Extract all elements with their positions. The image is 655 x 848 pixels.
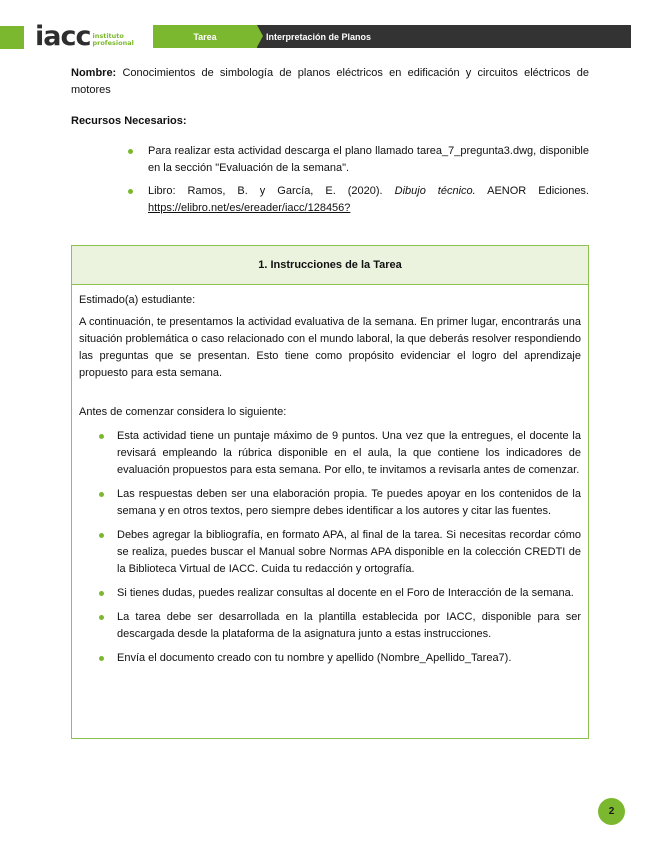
- list-item: [99, 428, 581, 479]
- resources-list: [128, 143, 589, 223]
- resource-item: [128, 183, 589, 217]
- bullet-icon: [128, 149, 133, 154]
- instructions-heading: 1. Instrucciones de la Tarea: [72, 246, 588, 285]
- header-title: Interpretación de Planos: [266, 31, 372, 42]
- nombre-label: Nombre:: [71, 67, 117, 79]
- list-item-text: Debes agregar la bibliografía, en formato APA, al final de la tarea. Si necesitas recordar cómo se realiza, puedes buscar el Manual sobre Normas APA disponible en la colección CREDTI de la Biblioteca Virtual de IACC. Cuida tu redacción y ortografía.: [117, 529, 581, 575]
- list-item: [99, 486, 581, 520]
- instructions-box: [71, 245, 589, 739]
- instructions-list: [79, 428, 581, 667]
- list-item: [99, 585, 581, 602]
- list-item: [99, 527, 581, 578]
- page-number-badge: 2: [598, 798, 625, 825]
- logo-wordmark: iacc: [35, 21, 91, 52]
- header-tab-label: Tarea: [153, 25, 257, 48]
- nombre-line: [71, 65, 589, 99]
- logo-sub-line-1: instituto: [92, 32, 124, 40]
- header-tab-arrow: [257, 25, 263, 47]
- resource-publisher: AENOR Ediciones.: [487, 185, 589, 197]
- resource-text: Para realizar esta actividad descarga el plano llamado tarea_7_pregunta3.dwg, disponible en la sección "Evaluación de la semana".: [148, 145, 589, 174]
- list-item-text: Envía el documento creado con tu nombre y apellido (Nombre_Apellido_Tarea7).: [117, 652, 512, 664]
- header-accent-square: [0, 26, 24, 49]
- resource-text-pre: Libro: Ramos, B. y García, E. (2020).: [148, 185, 383, 197]
- bullet-icon: [99, 615, 104, 620]
- greeting: Estimado(a) estudiante:: [79, 294, 196, 306]
- bullet-icon: [99, 434, 104, 439]
- list-item: [99, 609, 581, 643]
- list-item: [99, 650, 581, 667]
- list-item-text: Si tienes dudas, puedes realizar consultas al docente en el Foro de Interacción de la semana.: [117, 587, 574, 599]
- list-item-text: Las respuestas deben ser una elaboración propia. Te puedes apoyar en los contenidos de la semana y en otros textos, pero siempre debes identificar a los autores y citar las fuentes.: [117, 488, 581, 517]
- bullet-icon: [128, 189, 133, 194]
- bullet-icon: [99, 591, 104, 596]
- nombre-text: Conocimientos de simbología de planos eléctricos en edificación y circuitos eléctricos de motores: [71, 67, 589, 96]
- iacc-logo: [35, 22, 134, 50]
- resource-item: [128, 143, 589, 177]
- logo-subtitle: [92, 33, 133, 47]
- resource-book-title: Dibujo técnico.: [394, 185, 476, 197]
- logo-sub-line-2: profesional: [92, 39, 134, 47]
- intro-paragraph: A continuación, te presentamos la actividad evaluativa de la semana. En primer lugar, encontrarás una situación problemática o caso relacionado con el mundo laboral, la que deberás resolver respondiendo las preguntas que se presentan. Esto tiene como propósito evidenciar el logro del aprendizaje propuesto para esta semana.: [79, 316, 581, 379]
- bullet-icon: [99, 492, 104, 497]
- list-item-text: Esta actividad tiene un puntaje máximo de 9 puntos. Una vez que la entregues, el docente la revisará empleando la rúbrica disponible en el aula, la que contiene los indicadores de evaluación propuestos para esta semana. Por ello, te invitamos a revisarla antes de comenzar.: [117, 430, 581, 476]
- list-item-text: La tarea debe ser desarrollada en la plantilla establecida por IACC, disponible para ser descargada desde la plataforma de la asignatura junto a estas instrucciones.: [117, 611, 581, 640]
- bullet-icon: [99, 533, 104, 538]
- recursos-heading: Recursos Necesarios:: [71, 115, 187, 127]
- bullet-icon: [99, 656, 104, 661]
- consider-line: Antes de comenzar considera lo siguiente:: [79, 406, 287, 418]
- resource-link[interactable]: https://elibro.net/es/ereader/iacc/128456?: [148, 202, 351, 214]
- instructions-body: [72, 285, 588, 667]
